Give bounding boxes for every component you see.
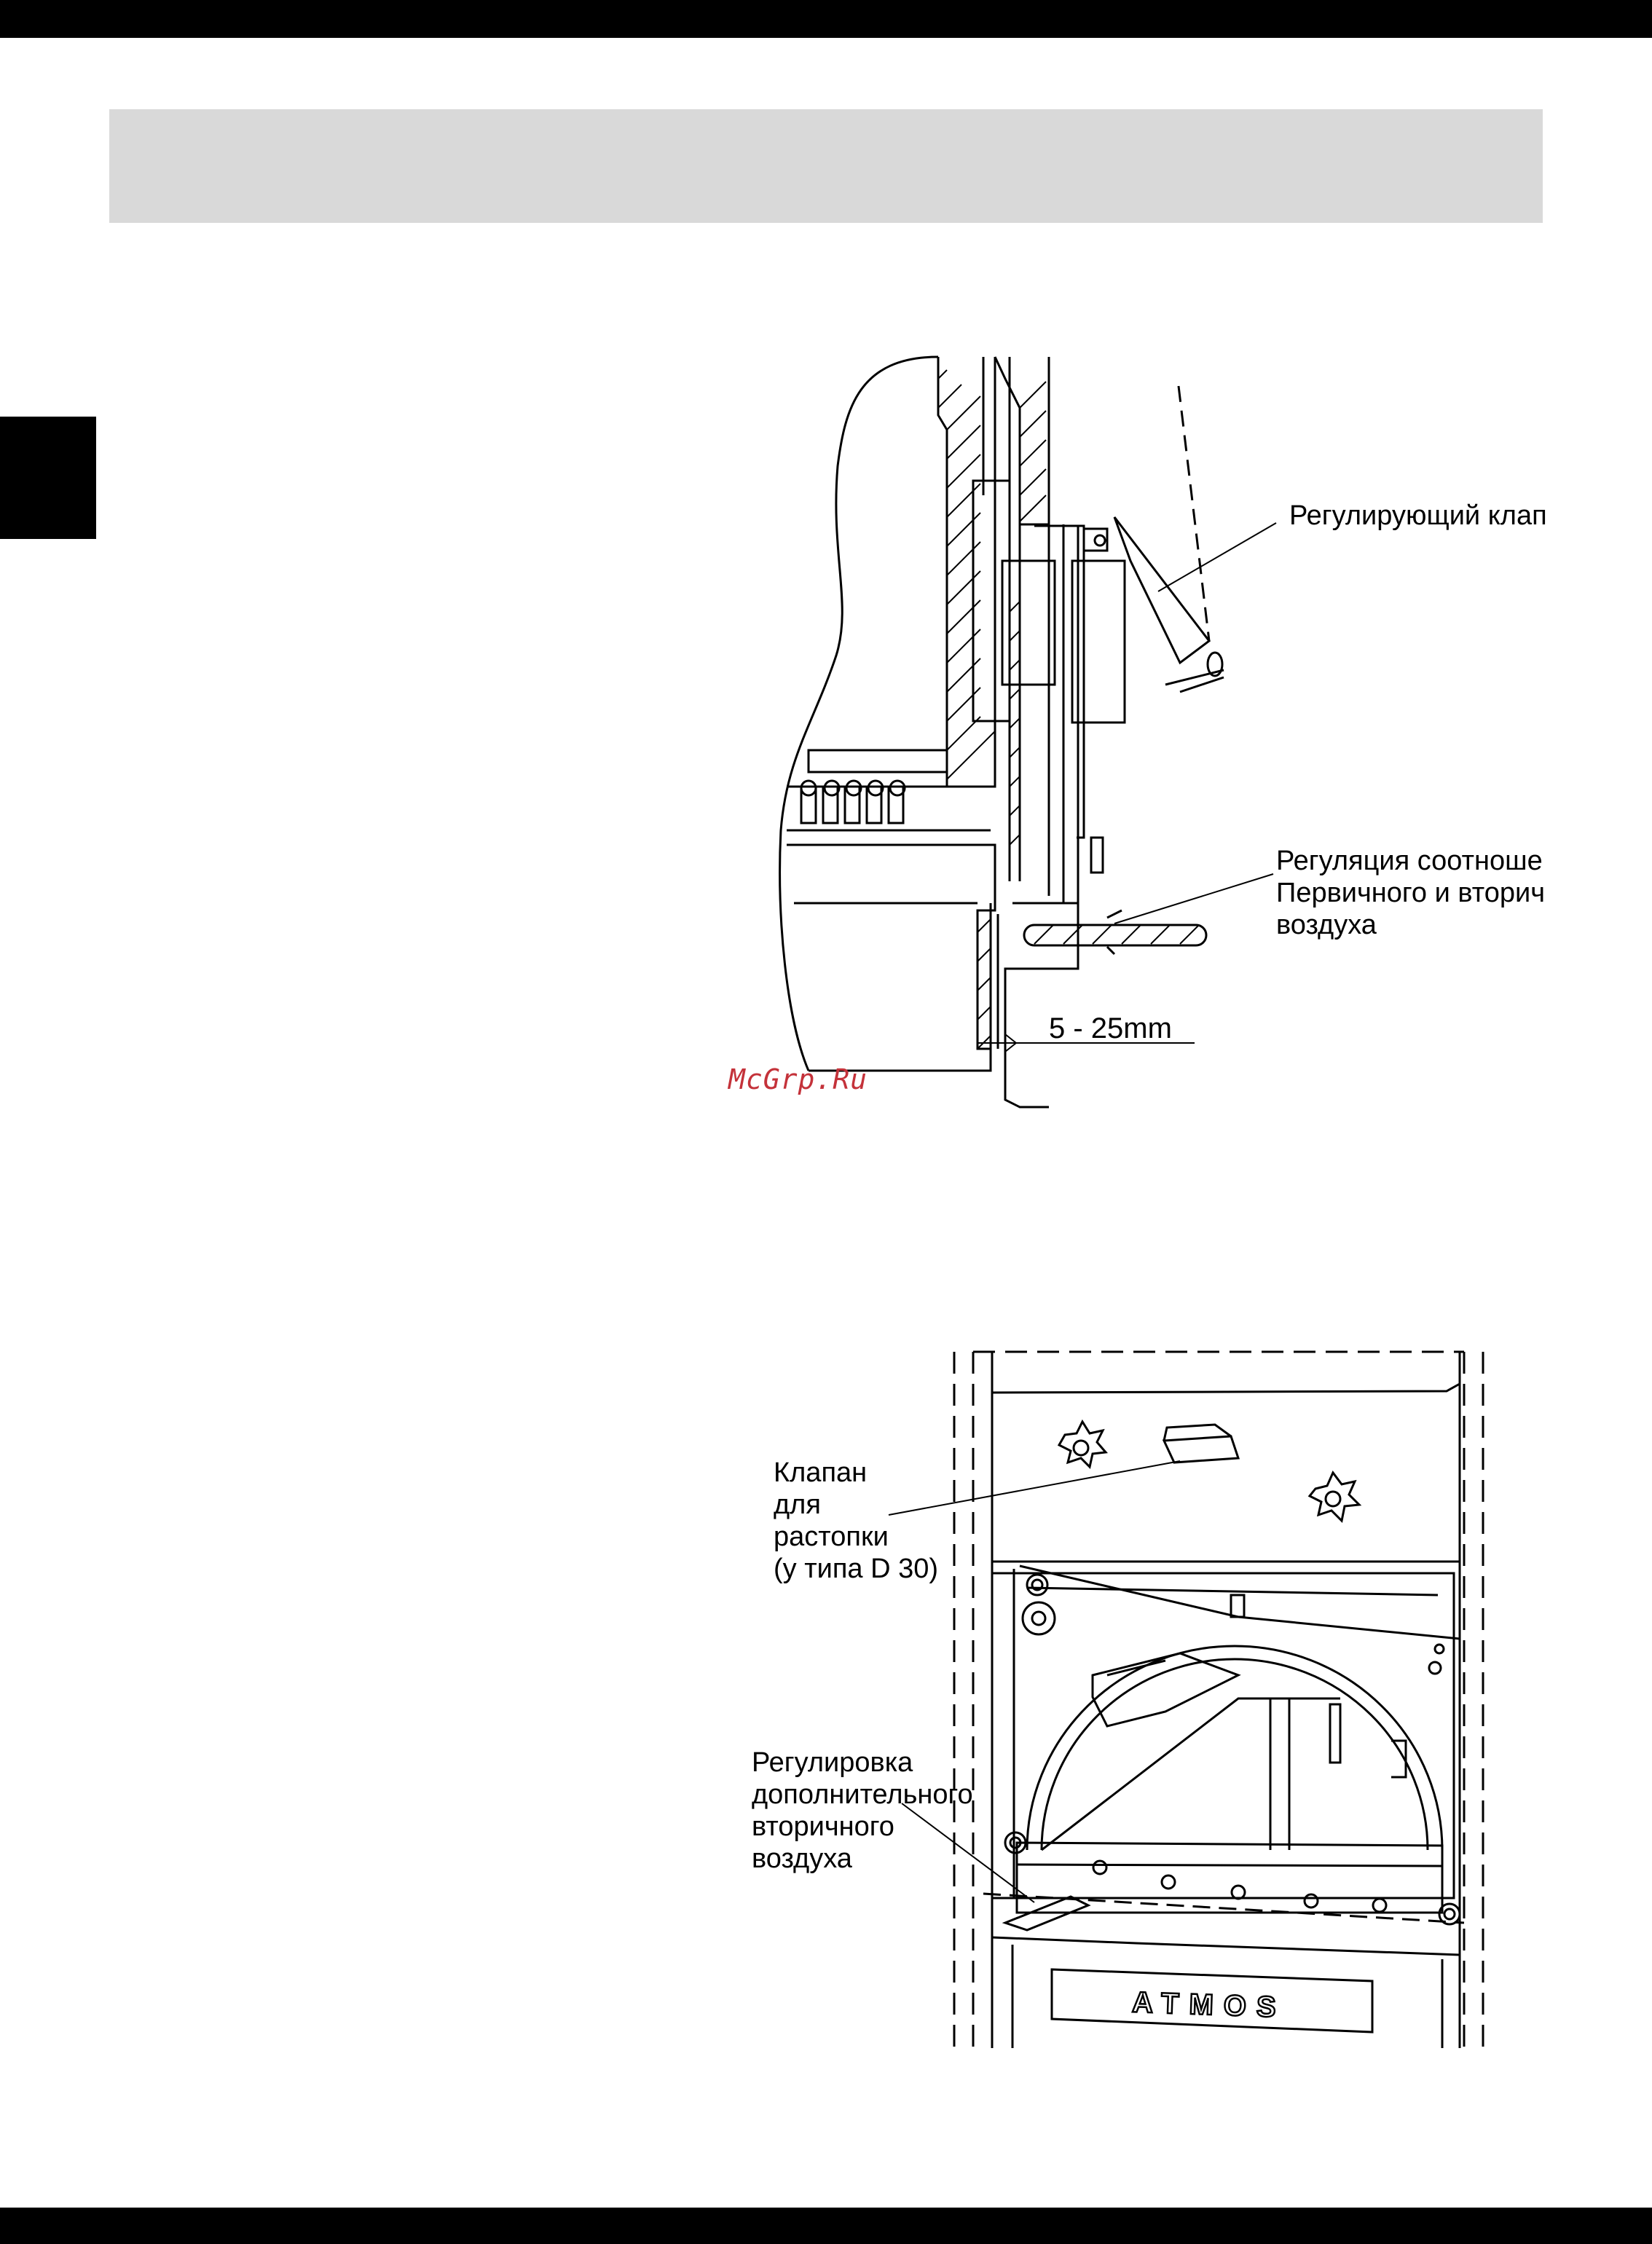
label-secondary-line-4: воздуха (752, 1843, 852, 1874)
label-kindling-line-2: для (774, 1489, 821, 1520)
label-air-ratio-line-3: воздуха (1276, 910, 1377, 940)
label-kindling-line-4: (у типа D 30) (774, 1554, 939, 1584)
label-kindling-line-3: растопки (774, 1521, 889, 1552)
label-air-ratio-line-1: Регуляция соотноше (1276, 846, 1543, 876)
label-air-ratio-line-2: Первичного и вторич (1276, 878, 1546, 908)
label-secondary-air (752, 1747, 973, 1875)
watermark: McGrp.Ru (728, 1063, 868, 1095)
bottom-border-bar (0, 2208, 1652, 2244)
brand-plate-atmos: ATMOS (1131, 1986, 1287, 2024)
dimension-label: 5 - 25mm (1049, 1012, 1172, 1044)
label-secondary-line-3: вторичного (752, 1811, 894, 1842)
label-control-valve: Регулирующий клап (1289, 500, 1547, 531)
label-kindling-valve (774, 1457, 938, 1585)
label-secondary-line-1: Регулировка (752, 1747, 913, 1778)
label-secondary-line-2: дополнительного (752, 1779, 973, 1810)
label-kindling-line-1: Клапан (774, 1457, 868, 1488)
